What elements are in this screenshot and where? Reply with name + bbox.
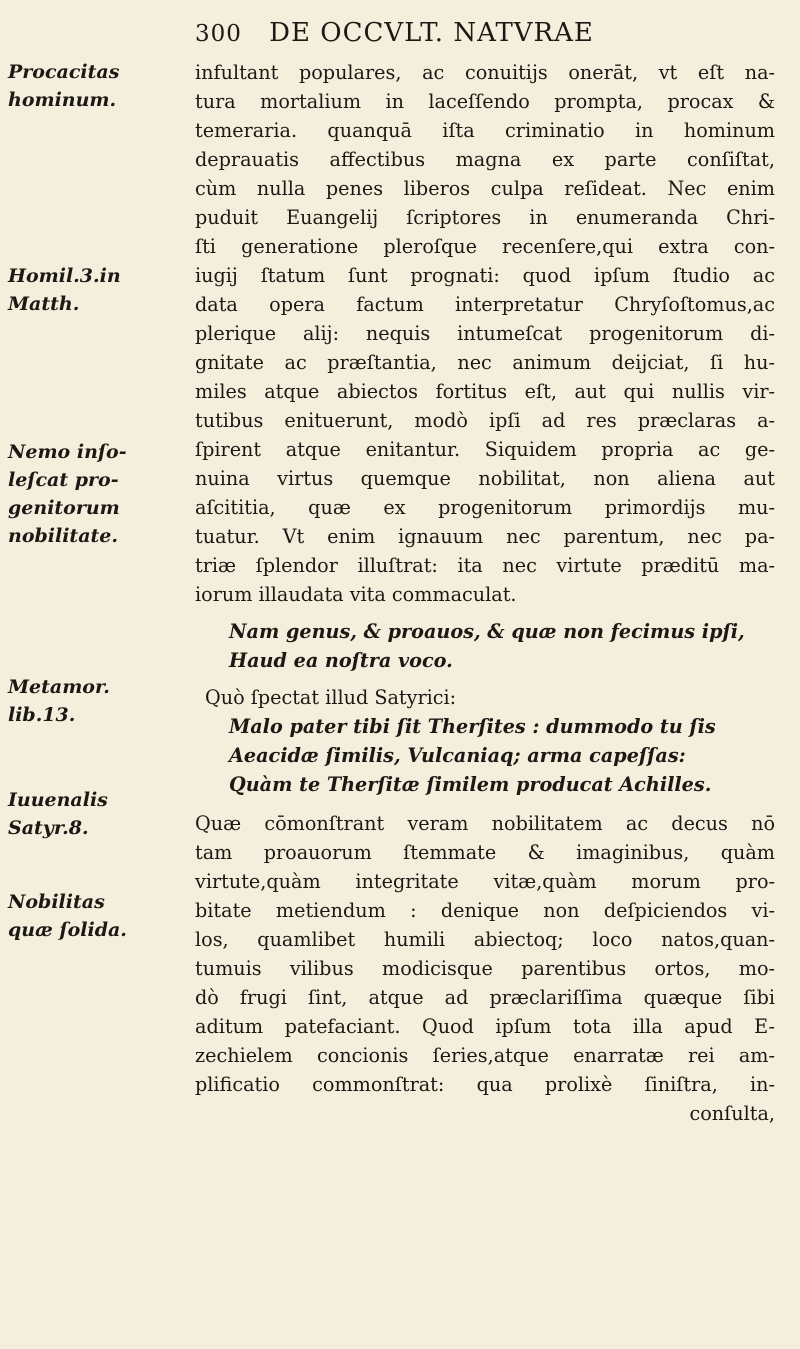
text-line: cùm nulla penes liberos culpa reſideat. Nec enim [195,177,775,200]
text-line: triæ ſplendor illuſtrat: ita nec virtute præditū ma- [195,554,775,577]
text-line: Quæ cōmonſtrant veram nobilitatem ac decus nō [195,812,775,835]
text-line: iorum illaudata vita commaculat. [195,583,517,606]
margin-note-line: Iuuenalis [8,789,108,811]
main-text [195,58,775,1128]
text-line: deprauatis affectibus magna ex parte conſiſtat, [195,148,775,171]
text-line: infultant populares, ac conuitijs onerāt, vt eſt na- [195,61,775,84]
margin-note [8,438,188,550]
text-line: tam proauorum ſtemmate & imaginibus, quàm [195,841,775,864]
text-line: dò frugi ſint, atque ad præclariſſima quæque ſibi [195,986,775,1009]
page-number: 300 [195,21,242,47]
text-line: temeraria. quanquā iſta criminatio in hominum [195,119,775,142]
text-line: iugij ſtatum ſunt prognati: quod ipſum ſtudio ac [195,264,775,287]
text-line: tumuis vilibus modicisque parentibus ortos, mo- [195,957,775,980]
margin-note [8,888,188,944]
margin-note-line: genitorum [8,497,120,519]
margin-note-line: Procacitas [8,61,120,83]
margin-note-line: Satyr.8. [8,817,89,839]
margin-note [8,58,188,114]
margin-note [8,673,188,729]
verse-line: Aeacidæ ſimilis, Vulcaniaq; arma capeſſas: [229,744,686,767]
text-line: data opera factum interpretatur Chryſoſtomus,ac [195,293,775,316]
margin-note-line: nobilitate. [8,525,118,547]
text-line: conſulta, [689,1102,775,1125]
margin-note [8,262,188,318]
text-line: puduit Euangelij ſcriptores in enumeranda Chri- [195,206,775,229]
text-line: plerique alij: nequis intumeſcat progenitorum di- [195,322,775,345]
verse-line: Malo pater tibi ſit Therſites : dummodo tu ſis [229,715,716,738]
text-line: bitate metiendum : denique non deſpiciendos vi- [195,899,775,922]
running-title: DE OCCVLT. NATVRAE [269,18,594,48]
margin-note-line: Metamor. [8,676,110,698]
margin-note-line: hominum. [8,89,117,111]
text-line: ſpirent atque enitantur. Siquidem propria ac ge- [195,438,775,461]
text-line: zechielem concionis ſeries,atque enarratæ rei am- [195,1044,775,1067]
verse-line: Haud ea noſtra voco. [229,649,453,672]
text-line: aditum patefaciant. Quod ipſum tota illa apud E- [195,1015,775,1038]
margin-note-line: Nobilitas [8,891,105,913]
margin-note-line: Nemo inſo- [8,441,127,463]
text-line: los, quamlibet humili abiectoq; loco natos,quan- [195,928,775,951]
text-line: miles atque abiectos fortitus eſt, aut qui nullis vir- [195,380,775,403]
text-line: Quò ſpectat illud Satyrici: [205,686,457,709]
margin-note-line: Matth. [8,293,80,315]
margin-note-line: lib.13. [8,704,76,726]
margin-note-line: leſcat pro- [8,469,119,491]
text-line: plificatio commonſtrat: qua prolixè ſiniſtra, in- [195,1073,775,1096]
verse-line: Nam genus, & proauos, & quæ non fecimus ipſi, [229,620,745,643]
margin-note-line: quæ ſolida. [8,919,127,941]
text-line: aſcititia, quæ ex progenitorum primordijs mu- [195,496,775,519]
text-line: tuatur. Vt enim ignauum nec parentum, nec pa- [195,525,775,548]
text-line: tura mortalium in laceſſendo prompta, procax & [195,90,775,113]
margin-note [8,786,188,842]
margin-note-line: Homil.3.in [8,265,121,287]
page-header [195,18,755,48]
text-line: gnitate ac præſtantia, nec animum deijciat, ſi hu- [195,351,775,374]
text-line: virtute,quàm integritate vitæ,quàm morum pro- [195,870,775,893]
text-line: nuina virtus quemque nobilitat, non aliena aut [195,467,775,490]
text-line: tutibus enituerunt, modò ipſi ad res præclaras a- [195,409,775,432]
text-line: ſti generatione pleroſque recenſere,qui extra con- [195,235,775,258]
verse-line: Quàm te Therſitæ ſimilem producat Achilles. [229,773,712,796]
